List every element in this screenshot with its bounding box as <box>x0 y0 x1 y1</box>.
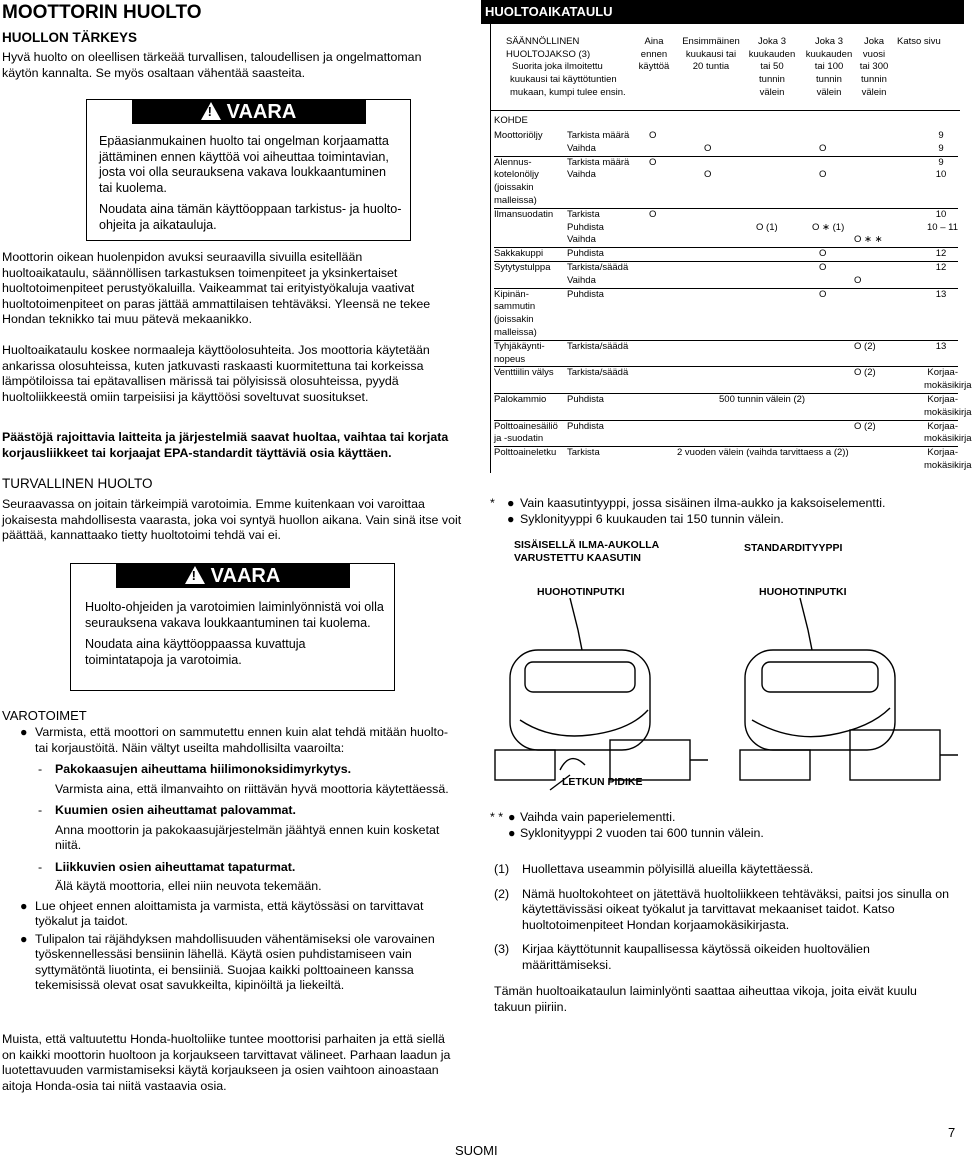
table-cell-item: Polttoaineletku <box>494 447 557 459</box>
safety-heading: TURVALLINEN HUOLTO <box>2 476 153 491</box>
table-cell-c1: O <box>649 208 657 220</box>
danger-label: VAARA <box>226 101 297 123</box>
warning-triangle-icon: ! <box>201 102 221 120</box>
footnote-double-star <box>490 810 960 841</box>
table-cell-item: Ilmansuodatin <box>494 208 554 220</box>
table-cell-page: 10 <box>935 169 947 181</box>
bullet-1-text: Varmista, että moottori on sammutettu ennen kuin alat tehdä mitään huolto- tai korjaustöitä. Näin vältyt useilta mahdollisilta vaaroilta: <box>35 725 449 755</box>
table-cell-item: (joissakin <box>494 182 534 194</box>
table-cell-c2: O <box>704 142 712 154</box>
col2-line: kuukausi tai <box>685 48 737 60</box>
precautions-heading: VAROTOIMET <box>2 708 87 723</box>
bullet-icon: ● <box>507 496 515 510</box>
col4-line: tunnin <box>816 74 842 86</box>
table-cell-item: malleissa) <box>494 326 537 338</box>
footer-language: SUOMI <box>455 1143 498 1158</box>
note-1-number: (1) <box>494 862 510 876</box>
table-row <box>494 301 958 314</box>
table-cell-page: mokäsikirja <box>924 459 972 471</box>
conditions-paragraph: Huoltoaikataulu koskee normaaleja käyttöolosuhteita. Jos moottoria käytetään ankarissa olosuhteissa, kuten jatkuvasti raskaasti kuormitettuna tai korkeissa lämpötiloissa tai epätavallisen märissä tai pölyisissä olosuhteissa, pyydä huoltoliikkeestä omiin tarpeisiisi ja käyttöösi soveltuvat suositukset. <box>2 343 430 404</box>
page-number: 7 <box>948 1125 956 1140</box>
list-item <box>18 725 458 756</box>
table-cell-act: Puhdista <box>567 393 604 405</box>
table-cell-c5: O (2) <box>854 420 876 432</box>
emission-paragraph: Päästöjä rajoittavia laitteita ja järjestelmiä saavat huoltaa, vaihtaa tai korjata korjausliikkeet tai korjaajat EPA-standardit täyttäviä osia käyttäen. <box>2 430 449 460</box>
table-row <box>494 393 958 407</box>
danger-warning-box <box>86 99 411 241</box>
col1-line: käyttöä <box>638 61 670 73</box>
table-row <box>494 380 972 393</box>
note-2-text: Nämä huoltokohteet on jätettävä huoltoliikkeen tehtäväksi, paitsi jos sinulla on käytettävissäsi oikeat työkalut ja tarvittavat mekaaniset taidot. Katso huoltotoimenpiteet Hondan korjaamokäsikirjasta. <box>522 886 950 932</box>
footnote-dstar-line-2: Syklonityyppi 2 vuoden tai 600 tunnin välein. <box>520 825 764 840</box>
footnote-star <box>490 496 960 527</box>
schedule-col-first-month <box>680 36 742 74</box>
schedule-col-3-months-50 <box>744 36 800 100</box>
table-cell-item: Sakkakuppi <box>494 248 544 260</box>
figure-right-label: HUOHOTINPUTKI <box>759 586 847 598</box>
air-filter-illustration <box>490 590 960 790</box>
table-cell-c5: O <box>854 274 862 286</box>
col0-line: kuukausi tai käyttötuntien <box>510 74 617 86</box>
table-cell-page: 13 <box>935 340 947 352</box>
table-cell-item: malleissa) <box>494 194 537 206</box>
table-cell-page: 13 <box>935 288 947 300</box>
col5-line: välein <box>861 86 887 98</box>
danger2-text-1: Huolto-ohjeiden ja varotoimien laiminlyönnistä voi olla seurauksena vakava loukkaantuminen tai kuolema. <box>85 600 384 630</box>
table-cell-c4: O <box>819 169 827 181</box>
table-cell-page: Korjaa- <box>927 447 958 459</box>
table-row <box>494 354 958 367</box>
table-cell-item: Polttoainesäiliö <box>494 420 558 432</box>
table-row <box>494 247 958 261</box>
table-row <box>494 327 958 340</box>
col5-line: vuosi <box>862 48 886 60</box>
figure-bottom-label: LETKUN PIDIKE <box>562 776 643 788</box>
table-cell-c5: O (2) <box>854 367 876 379</box>
footnote-dstar-line-1: Vaihda vain paperielementti. <box>520 810 676 824</box>
table-row <box>494 366 958 380</box>
table-cell-c4: O <box>819 142 827 154</box>
table-cell-item: (joissakin <box>494 314 534 326</box>
star-marker: * <box>490 496 495 510</box>
table-cell-act: Tarkista/säädä <box>567 340 629 352</box>
table-row <box>494 195 958 208</box>
schedule-col-yearly <box>852 36 896 100</box>
bullet-icon: ● <box>507 511 515 526</box>
bullet-icon: ● <box>20 931 28 946</box>
col4-line: kuukauden <box>805 48 853 60</box>
col4-line: välein <box>816 86 842 98</box>
table-header-divider <box>490 110 960 111</box>
footnote-star-line-2: Syklonityyppi 6 kuukauden tai 150 tunnin välein. <box>520 511 784 526</box>
kohde-label: KOHDE <box>494 115 528 126</box>
table-cell-act: Tarkista <box>567 208 600 220</box>
table-cell-page: 10 – 11 <box>927 221 958 233</box>
table-cell-act: Puhdista <box>567 288 604 300</box>
note-2 <box>494 887 954 934</box>
col3-line: Joka 3 <box>758 36 786 47</box>
table-cell-c4: O <box>819 248 827 260</box>
table-row <box>494 222 958 235</box>
table-cell-act: Vaihda <box>567 142 596 154</box>
danger-warning-box-2 <box>70 563 395 691</box>
table-cell-act: Vaihda <box>567 234 596 246</box>
col1-line: ennen <box>640 48 668 60</box>
table-cell-act: Puhdista <box>567 221 604 233</box>
table-cell-page: 9 <box>938 130 944 141</box>
table-row <box>494 169 958 182</box>
table-cell-act: Tarkista määrä <box>567 130 630 141</box>
schedule-col-see-page: Katso sivu <box>897 36 941 47</box>
list-item <box>18 932 458 994</box>
note-2-number: (2) <box>494 886 510 901</box>
table-cell-c4: O <box>819 288 827 300</box>
list-item <box>18 860 458 876</box>
table-cell-c3: O (1) <box>756 221 778 233</box>
table-cell-page: Korjaa- <box>927 367 958 379</box>
table-cell-act: Vaihda <box>567 274 596 286</box>
figure-left-title: SISÄISELLÄ ILMA-AUKOLLA VARUSTETTU KAASUTIN <box>514 539 659 564</box>
col0-line: Suorita joka ilmoitettu <box>512 61 603 73</box>
hazard-2-title: Kuumien osien aiheuttamat palovammat. <box>55 803 296 817</box>
note-3-number: (3) <box>494 942 510 956</box>
list-item <box>18 803 458 819</box>
danger-label-2: VAARA <box>210 565 281 587</box>
table-row <box>494 446 958 460</box>
table-row <box>494 459 972 473</box>
closing-paragraph: Muista, että valtuutettu Honda-huoltoliike tuntee moottorisi parhaiten ja että siellä on kaikki moottorin huoltoon ja korjaukseen tarvittavat välineet. Parhaan laadun ja luotettavuuden varmistamiseksi käytä korjaukseen ja osien vaihtoon ainoastaan aitoja Honda-osia tai niitä vastaavia osia. <box>2 1032 451 1093</box>
numbered-notes <box>494 862 954 973</box>
table-row <box>494 208 958 222</box>
hazard-1-title: Pakokaasujen aiheuttama hiilimonoksidimyrkytys. <box>55 762 352 776</box>
table-cell-act: Tarkista/säädä <box>567 261 629 273</box>
bullet-icon: ● <box>20 725 28 739</box>
col1-line: Aina <box>644 36 664 47</box>
table-cell-item: sammutin <box>494 301 536 313</box>
schedule-heading: HUOLTOAIKATAULU <box>481 0 964 24</box>
page-title: MOOTTORIN HUOLTO <box>2 2 202 23</box>
table-cell-item: kotelonöljy <box>494 169 539 181</box>
figure-right-title: STANDARDITYYPPI <box>744 542 843 554</box>
bullet-icon: ● <box>20 898 28 913</box>
note-3 <box>494 942 954 973</box>
table-cell-c2: O <box>704 169 712 181</box>
table-row <box>494 433 972 446</box>
bullet-3-text: Tulipalon tai räjähdyksen mahdollisuuden vähentämiseksi ole varovainen työskennellessäsi bensiinin lähellä. Käytä osien puhdistamiseen vain syttymätöntä liuotinta, ei bensiiniä. Suojaa kaikki polttoaineen kanssa tekemisissä olevat osat savukkeilta, kipinöiltä ja liekeiltä. <box>35 931 435 992</box>
table-cell-act: Tarkista/säädä <box>567 367 629 379</box>
col0-line: HUOLTOJAKSO (3) <box>506 48 591 60</box>
table-cell-c4: O <box>819 261 827 273</box>
col2-line: 20 tuntia <box>692 61 730 73</box>
table-cell-span: 500 tunnin välein (2) <box>719 393 806 405</box>
hazard-3-title: Liikkuvien osien aiheuttamat tapaturmat. <box>55 859 296 874</box>
dash-icon: - <box>38 859 43 874</box>
table-row <box>494 143 958 156</box>
schedule-col-interval <box>500 36 632 100</box>
col3-line: tunnin <box>759 74 785 86</box>
note-3-text: Kirjaa käyttötunnit kaupallisessa käytössä oikeiden huoltovälien määrittämiseksi. <box>522 942 870 972</box>
table-cell-act: Vaihda <box>567 169 596 181</box>
col0-line: SÄÄNNÖLLINEN <box>506 36 580 47</box>
table-row <box>494 234 958 247</box>
table-cell-item: Venttiilin välys <box>494 367 554 379</box>
table-cell-act: Tarkista <box>567 447 600 459</box>
col5-line: Joka <box>863 36 885 47</box>
final-note: Tämän huoltoaikataulun laiminlyönti saattaa aiheuttaa vikoja, joita eivät kuulu takuun piiriin. <box>494 984 917 1014</box>
table-cell-span: 2 vuoden välein (vaihda tarvittaess a (2)) <box>677 447 849 459</box>
col3-line: tai 50 <box>760 61 784 73</box>
table-cell-page: mokäsikirja <box>924 380 972 392</box>
table-row <box>494 288 958 302</box>
table-cell-page: 9 <box>938 156 944 168</box>
footnote-star-line-1: Vain kaasutintyyppi, jossa sisäinen ilma-aukko ja kaksoiselementti. <box>520 496 886 510</box>
table-row <box>494 156 958 170</box>
table-row <box>494 275 958 288</box>
table-cell-page: Korjaa- <box>927 393 958 405</box>
danger-text-1: Epäasianmukainen huolto tai ongelman korjaamatta jättäminen ennen käyttöä voi aiheuttaa toimintavian, josta voi olla seurauksena vakava loukkaantuminen tai kuolema. <box>99 134 389 195</box>
list-item <box>18 762 458 778</box>
col4-line: tai 100 <box>814 61 844 73</box>
col0-line: mukaan, kumpi tulee ensin. <box>510 86 626 98</box>
table-cell-page: mokäsikirja <box>924 433 972 445</box>
table-row <box>494 406 972 420</box>
table-cell-act: Puhdista <box>567 420 604 432</box>
danger-text-2: Noudata aina tämän käyttöoppaan tarkistus- ja huolto-ohjeita ja aikatauluja. <box>99 202 402 232</box>
table-cell-act: Puhdista <box>567 248 604 260</box>
table-row <box>494 130 958 143</box>
bullet-icon: ● <box>508 810 516 824</box>
dash-icon: - <box>38 803 43 817</box>
table-cell-c5: O ∗ ∗ <box>854 234 883 246</box>
safety-text: Seuraavassa on joitain tärkeimpiä varotoimia. Emme kuitenkaan voi varoittaa jokaisesta mahdollisesta vaarasta, joka voi syntyä huollon aikana. Vain sinä itse voit päättää, kannattaako tietty huoltotoimi tehdä vai ei. <box>2 497 462 542</box>
table-cell-page: Korjaa- <box>927 420 958 432</box>
table-cell-page: 12 <box>935 261 947 273</box>
figure-left-label: HUOHOTINPUTKI <box>537 586 625 598</box>
table-cell-item: Sytytystulppa <box>494 261 551 273</box>
importance-heading: HUOLLON TÄRKEYS <box>2 30 137 45</box>
warning-triangle-icon: ! <box>185 566 205 584</box>
table-cell-c1: O <box>649 156 657 168</box>
col4-line: Joka 3 <box>815 36 843 47</box>
table-row <box>494 340 958 354</box>
table-row <box>494 420 958 434</box>
note-1-text: Huollettava useammin pölyisillä alueilla käytettäessä. <box>522 862 814 876</box>
schedule-col-3-months-100 <box>800 36 858 100</box>
hazard-1-text: Varmista aina, että ilmanvaihto on riittävän hyvä moottoria käytettäessä. <box>55 781 449 796</box>
table-cell-item: Moottoriöljy <box>494 130 543 141</box>
col3-line: kuukauden <box>748 48 796 60</box>
table-cell-item: ja -suodatin <box>494 433 544 445</box>
table-cell-item: Kipinän- <box>494 288 529 300</box>
dash-icon: - <box>38 762 43 776</box>
danger-header <box>132 100 366 124</box>
danger-header-2 <box>116 564 350 588</box>
table-cell-item: Tyhjäkäynti- <box>494 340 545 352</box>
hazard-3-text: Älä käytä moottoria, ellei niin neuvota tekemään. <box>55 879 322 893</box>
importance-text: Hyvä huolto on oleellisen tärkeää turvallisen, taloudellisen ja ongelmattoman käytön kannalta. Se myös osaltaan vähentää saasteita. <box>2 50 422 80</box>
table-row <box>494 182 958 195</box>
maintenance-intro-paragraph: Moottorin oikean huolenpidon avuksi seuraavilla sivuilla esitellään huoltoaikataulu, säännöllisen tarkastuksen toimenpiteet ja yksinkertaiset huoltotoimenpiteet perustyökaluilla. Vaikeammat tai erityistyökaluja vaativat huoltotoimenpiteet on paras jättää ammattilaisen tehtäväksi. Yleensä ne tekee Hondan teknikko tai muu pätevä mekaanikko. <box>2 250 431 326</box>
col5-line: tunnin <box>861 74 887 86</box>
table-row <box>494 261 958 275</box>
danger2-text-2: Noudata aina käyttöoppaassa kuvattuja toimintatapoja ja varotoimia. <box>85 637 306 667</box>
double-star-marker: * * <box>490 810 504 824</box>
list-item <box>18 899 458 930</box>
table-border-left <box>490 24 491 473</box>
note-1 <box>494 862 954 878</box>
table-cell-page: 10 <box>935 208 947 220</box>
table-cell-act: Tarkista määrä <box>567 156 630 168</box>
table-cell-page: 9 <box>938 142 944 154</box>
table-cell-c4: O ∗ (1) <box>812 221 845 233</box>
table-cell-page: 12 <box>935 248 947 260</box>
schedule-col-before-use <box>632 36 676 74</box>
table-cell-c1: O <box>649 130 657 141</box>
table-cell-item: nopeus <box>494 353 526 365</box>
bullet-icon: ● <box>508 825 516 840</box>
table-cell-page: mokäsikirja <box>924 406 972 418</box>
bullet-2-text: Lue ohjeet ennen aloittamista ja varmista, että käytössäsi on tarvittavat työkalut ja taidot. <box>35 898 424 928</box>
hazard-2-text: Anna moottorin ja pakokaasujärjestelmän jäähtyä ennen kuin kosketat niitä. <box>55 822 440 852</box>
table-row <box>494 314 958 327</box>
precautions-list <box>18 725 458 994</box>
col3-line: välein <box>759 86 785 98</box>
col2-line: Ensimmäinen <box>682 36 740 47</box>
col5-line: tai 300 <box>859 61 889 73</box>
schedule-rows <box>494 130 972 473</box>
table-cell-item: Alennus- <box>494 156 532 168</box>
table-cell-item: Palokammio <box>494 393 547 405</box>
table-cell-c5: O (2) <box>854 340 876 352</box>
